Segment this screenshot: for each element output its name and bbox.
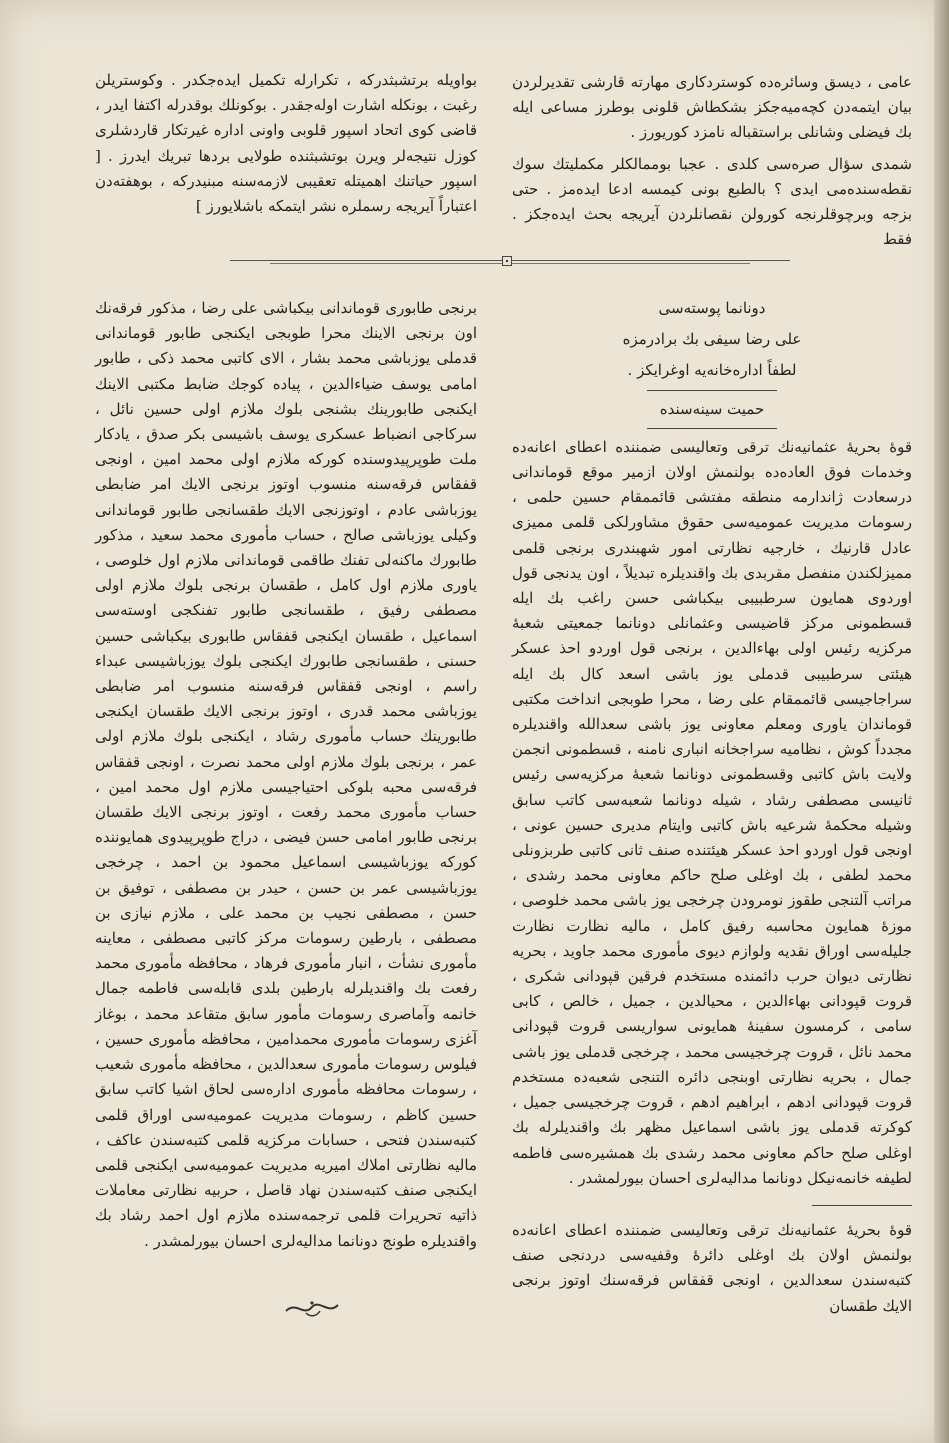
- right-column: [512, 296, 912, 1325]
- right-footnote: قوۀ بحریۀ عثمانیەنك ترقی وتعالیسی ضمنندە اعطای اعانەدە بولنمش اولان بك اوغلی دائرۀ وقفیەسی دردنجی صنف کتبەسندن سعدالدین ، اونجی قفقاس فرقەسنك اوتوز برنجی الایك طقسان: [512, 1220, 912, 1315]
- top-right-column: [512, 70, 912, 258]
- closing-ornament-icon: [282, 1297, 342, 1319]
- top-left-column: [95, 68, 477, 225]
- top-right-paragraph-2: شمدی سؤال صرەسی کلدی . عجبا بوممالکلر مکملیتك سوك نقطەسندەمی ایدی ؟ بالطبع بونی کیمسە ادعا ایدەمز . حتی بزجە وبرچوقلرنجە کورولن نقصانلردن آیریجە بحث ایدەجکز . فقط: [512, 154, 912, 249]
- top-left-paragraph-1: بواویلە برتشبثدرکە ، تکرارلە تکمیل ایدەجکدر . وکوستریلن رغبت ، بونکلە اشارت اولەجقدر . بوکونلك بوقدرلە اکتفا ایدر ، قاضی کوی اتحاد اسپور قلوبی واونی ادارە غیرتکار قاردشلری کوزل نتیجەلر ویرن بوتشبثندە طولایی بردها تبریك ایدرز . [ اسپور حیاتنك اهمیتلە تعقیبی لازمەسنە مبنیدرکە ، بوهفتەدن اعتباراً آیریجە رسملرە نشر ایتمکە باشلایورز ]: [95, 71, 477, 216]
- notice-rule: [647, 390, 777, 391]
- notice-title: دونانما پوستەسی: [658, 299, 766, 317]
- section-divider: [230, 256, 790, 266]
- binding-edge: [934, 0, 949, 1443]
- heading-rule: [647, 428, 777, 429]
- divider-ornament: [502, 256, 512, 266]
- top-right-paragraph-1: عامی ، دیسق وسائرەدە کوستردکاری مهارتە قارشی تقدیرلردن بیان ایتمەدن کچەمیەجکز بشکطاش قلونی بوطرز مساعی ایلە بك فیضلی وشانلی براستقبالە نامزد کوریورز .: [512, 73, 912, 142]
- notice-line-1: علی رضا سیفی بك برادرمزە: [622, 330, 802, 349]
- left-paragraph-1: برنجی طابوری قوماندانی بیکباشی علی رضا ، مذکور فرقەنك اون برنجی الاینك محرا طوبجی ایکنجی طابور قوماندانی قدملی یوزباشی محمد بشار ، الای کاتبی محمد ذکی ، طابور امامی یوسف ضیاءالدین ، پیادە کوجك ضابط مکتبی الاینك ایکنجی طابورینك بشنجی بلوك ملازم اولی حسین نائل ، سرکاجی انضباط عسکری یوسف باشیسی بکر صدق ، یادکار ملت طوپرپیدوسندە کورکە ملازم اولی محمد امین ، اونجی قفقاس فرقەسنە منسوب اوتوز برنجی الایك امر ضابطی یوزباشی عادم ، اوتوزنجی الایك طقسانجی طابور قوماندانی وکیلی یوزباشی صالح ، حساب مأموری محمد سعید ، مذکور طابورك ماکنەلی تفنك طاقمی قوماندانی ملازم اول خلوصی ، یاوری ملازم اول کامل ، طقسان برنجی بلوك ملازم اولی مصطفی رفیق ، طقسانجی طابور تفنکجی اوستەسی اسماعیل ، طقسان ایکنجی قفقاس طابوری بیکباشی حسین حسنی ، طقسانجی طابورك ایکنجی بلوك یوزباشیسی عبداء راسم ، اونجی قفقاس فرقەسنە منسوب امر ضابطی یوزباشی محمد قدری ، اوتوز برنجی الایك طقسان ایکنجی طابورینك حساب مأموری رشاد ، ایکنجی بلوك ملازم اولی عمر ، برنجی بلوك ملازم اولی محمد نصرت ، اونجی قفقاس فرقەسی محبە بلوکی احتیاجیسی ملازم اول محمد امین ، حساب مأموری محمد رفعت ، اوتوز برنجی الایك طقسان برنجی طابور امامی حسن فیضی ، دراج طوپرپیدوی همایوننده کورکە یوزباشیسی اسماعیل محمود بن احمد ، چرخجی یوزباشیسی عمر بن حسن ، حیدر بن مصطفی ، توفیق بن حسن ، مصطفی نجیب بن محمد علی ، ملازم نیازی بن مصطفی ، بارطین رسومات مرکز کاتبی مصطفی ، معاینە مأموری نشأت ، انبار مأموری فرهاد ، محافظە مأموری محمد رفعت بك واقندیلرلە بارطین بلدی قابلەسی فاطمە جمال خانمە وآماصرى رسومات مأمور سابق متقاعد محمد ، بوغاز آغزی رسومات مأموری محمدامین ، محافظە مأموری حسین ، فیلوس رسومات مأموری سعدالدین ، محافظە مأموری شعیب ، رسومات محافظە مأموری ادارەسی لحاق اشیا کاتب سابق حسین کاظم ، رسومات مدیریت عمومیەسی اوراق قلمی کتبەسندن فتحی ، حسابات مرکزیە قلمی کتبەسندن عاکف ، مالیە نظارتی املاك امیریە مدیریت عمومیەسی ایکنجی قلمی ایکنجی صنف کتبەسندن نهاد قاصل ، حربیە نظارتی معاملات ذاتیە تحریرات قلمی ترجمەسندە ملازم اول احمد رشاد بك واقندیلرە طونج دونانما مدالیەلری احسان بیورلمشدر .: [95, 299, 477, 1250]
- notice-line-2: لطفاً ادارەخانەیە اوغرایکز .: [627, 361, 797, 380]
- footnote-rule: [812, 1205, 912, 1206]
- right-paragraph-1: قوۀ بحریۀ عثمانیەنك ترقی وتعالیسی ضمنندە اعطای اعانەدە وخدمات فوق العادەدە بولنمش اولان ازمیر موقع قوماندانی درسعادت ژاندارمە منطقە مفتشی قائممقام حسین حلمی ، رسومات مدیریت عمومیەسی حقوق مشاورلکی قلمی ممیزی عادل قارنیك ، خارجیە نظارتی امور شهبندری برنجی قلمی ممیزلکندن منفصل مقربدی بك واقندیلرە تبدیلاً ، اون یدنجی قول اوردوی همایون سرطبیبی بیکباشی حسن راغب بك ایلە قسطمونی مرکز قاضیسی وعثمانلی دونانما جمعیتی شعبۀ مرکزیە رئیس اولی بهاءالدین ، برنجی قول اوردو احذ عسکر هیئتی سرطبیبی قدملی یوز باشی اسعد کال بك ایلە سراجاجیسی قائممقام علی رضا ، محرا طوبجی انداخت مکتبی قوماندان یاوری ومعلم معاونی یوز باشی سعدالله واقندیلرە مجدداً کوش ، نظامیە سراجخانە انباری نامنە ، قسطمونی انجمن ولایت باش کاتبی وقسطمونی دونانما شعبۀ مرکزیەسی رئیس ثانیسی مصطفی رشاد ، شیلە دونانما شعبەسی کاتب سابق وشیلە محکمۀ شرعیە باش کاتبی وایتام مدیری حسین عونی ، اونجی قول اوردو احذ عسکر هیئتندە صنف ثانی کاتبی طربزونلی محمد لطفی ، بك اوغلی صلح حاکم معاونی محمد رشدی ، مراتب آلتنجی طقوز نومرودن چرخجی یوز باشی محمد خلوصی ، موزۀ همایون محاسبە رفیق کامل ، مالیە نظارت نظارت جلیلەسی اوراق نقدیە ولوازم دیوی مأموری محمد جاوید ، بحریە نظارتی دیوان حرب دائمندە مستخدم فرقین قپودانی شکری ، قروت قپودانی بهاءالدین ، محیالدین ، جمیل ، خالص ، کابی سامی ، کرمسون سفینۀ همایونی سواریسی قروت قپودانی محمد نائل ، قروت چرخجیسی محمد ، چرخجی قدملی یوز باشی جمال ، بحریە نظارتی اوبنجی دائرە التنجی شعبەدە مستخدم قروت قپودانی ادهم ، ابراهیم ادهم ، قروت چرخجیسی جمیل ، کوکرتە قدملی یوز باشی اسماعیل مظهر بك واقندیلرلە بك اوغلی صلح حاکم معاونی محمد رشدی بك همشیرەسی فاطمە لطیفە خانمەنیکل دونانما مدالیەلری احسان بیورلمشدر .: [512, 437, 912, 1187]
- left-column: [95, 296, 477, 1260]
- section-heading: حمیت سینەسندە: [659, 399, 765, 418]
